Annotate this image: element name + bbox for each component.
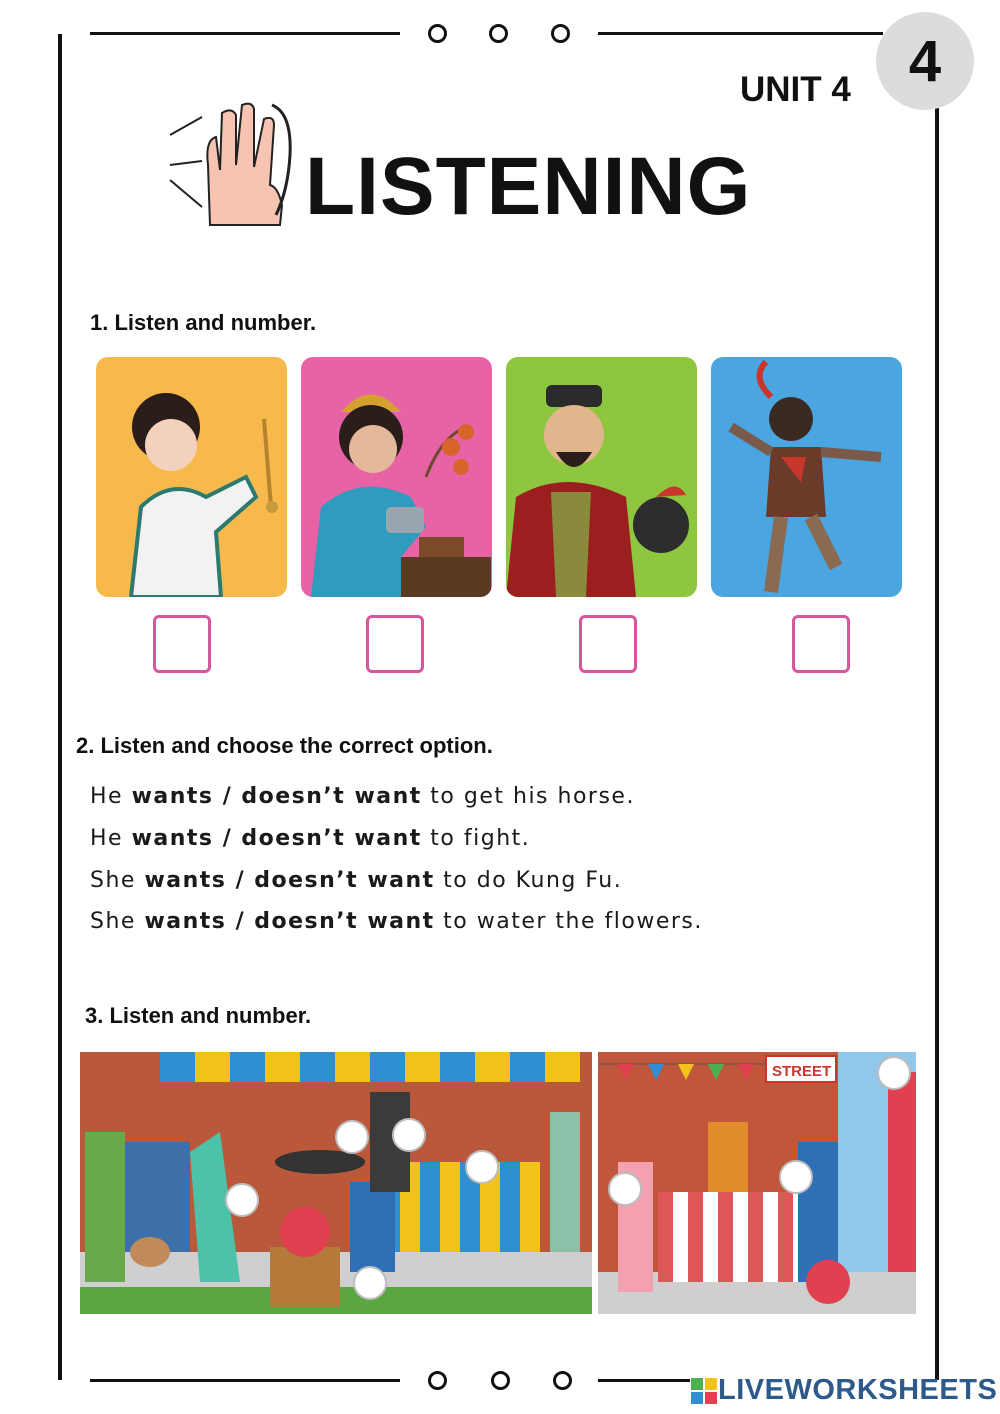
option-doesnt-want[interactable]: doesn’t want bbox=[254, 868, 435, 893]
answer-hotspot-8[interactable] bbox=[877, 1056, 911, 1090]
sentence-subject: He bbox=[90, 784, 124, 809]
option-separator: / bbox=[213, 826, 242, 851]
street-sign: STREET bbox=[772, 1063, 832, 1080]
number-box-2[interactable] bbox=[366, 615, 424, 673]
sentence-rest: to do Kung Fu. bbox=[434, 868, 623, 893]
answer-hotspot-5[interactable] bbox=[353, 1266, 387, 1300]
frame-left-border bbox=[58, 34, 62, 1380]
option-wants[interactable]: wants bbox=[131, 784, 214, 809]
option-separator: / bbox=[226, 868, 255, 893]
frame-right-border bbox=[935, 100, 939, 1380]
section1-heading: 1. Listen and number. bbox=[90, 310, 317, 335]
top-divider-right bbox=[598, 32, 883, 35]
unit-number-badge: 4 bbox=[876, 12, 974, 110]
top-ring-1 bbox=[428, 24, 447, 43]
brand-name: LIVEWORKSHEETS bbox=[718, 1374, 998, 1406]
sentence-rest: to get his horse. bbox=[421, 784, 635, 809]
character-card-3 bbox=[506, 357, 697, 597]
girl-with-brush-illustration bbox=[96, 357, 287, 597]
sentence-subject: She bbox=[90, 868, 136, 893]
character-card-1 bbox=[96, 357, 287, 597]
sentence-subject: She bbox=[90, 909, 136, 934]
bottom-ring-2 bbox=[491, 1371, 510, 1390]
number-box-4[interactable] bbox=[792, 615, 850, 673]
page-title: LISTENING bbox=[305, 141, 752, 232]
bottom-ring-3 bbox=[553, 1371, 572, 1390]
woman-watering-flowers-illustration bbox=[301, 357, 492, 597]
answer-hotspot-2[interactable] bbox=[392, 1118, 426, 1152]
sentence-1 bbox=[90, 784, 635, 809]
answer-hotspot-6[interactable] bbox=[608, 1172, 642, 1206]
character-card-4 bbox=[711, 357, 902, 597]
sentence-subject: He bbox=[90, 826, 124, 851]
bottom-divider-left bbox=[90, 1379, 400, 1382]
man-holding-helmet-illustration bbox=[506, 357, 697, 597]
street-market-illustration bbox=[80, 1052, 592, 1314]
option-doesnt-want[interactable]: doesn’t want bbox=[254, 909, 435, 934]
bottom-ring-1 bbox=[428, 1371, 447, 1390]
street-party-illustration bbox=[598, 1052, 916, 1314]
top-ring-2 bbox=[489, 24, 508, 43]
option-doesnt-want[interactable]: doesn’t want bbox=[241, 826, 422, 851]
answer-hotspot-3[interactable] bbox=[465, 1150, 499, 1184]
section2-heading: 2. Listen and choose the correct option. bbox=[76, 733, 493, 758]
bottom-divider-right bbox=[598, 1379, 690, 1382]
street-fair-scene-left bbox=[80, 1052, 592, 1314]
number-box-1[interactable] bbox=[153, 615, 211, 673]
liveworksheets-logo[interactable] bbox=[690, 1374, 997, 1407]
option-wants[interactable]: wants bbox=[144, 909, 227, 934]
warrior-kung-fu-illustration bbox=[711, 357, 902, 597]
lw-grid-icon bbox=[690, 1377, 718, 1405]
unit-label: UNIT 4 bbox=[740, 70, 851, 109]
character-card-2 bbox=[301, 357, 492, 597]
option-separator: / bbox=[213, 784, 242, 809]
answer-hotspot-1[interactable] bbox=[335, 1120, 369, 1154]
sentence-rest: to water the flowers. bbox=[434, 909, 703, 934]
top-divider-left bbox=[90, 32, 400, 35]
answer-hotspot-7[interactable] bbox=[779, 1160, 813, 1194]
option-wants[interactable]: wants bbox=[144, 868, 227, 893]
section3-heading: 3. Listen and number. bbox=[85, 1003, 312, 1028]
street-fair-scene-right bbox=[598, 1052, 916, 1314]
option-separator: / bbox=[226, 909, 255, 934]
sentence-rest: to fight. bbox=[421, 826, 531, 851]
sentence-3 bbox=[90, 868, 622, 893]
answer-hotspot-4[interactable] bbox=[225, 1183, 259, 1217]
option-wants[interactable]: wants bbox=[131, 826, 214, 851]
option-doesnt-want[interactable]: doesn’t want bbox=[241, 784, 422, 809]
sentence-4 bbox=[90, 909, 703, 934]
top-ring-3 bbox=[551, 24, 570, 43]
hand-ear-icon bbox=[160, 95, 300, 230]
number-box-3[interactable] bbox=[579, 615, 637, 673]
sentence-2 bbox=[90, 826, 530, 851]
